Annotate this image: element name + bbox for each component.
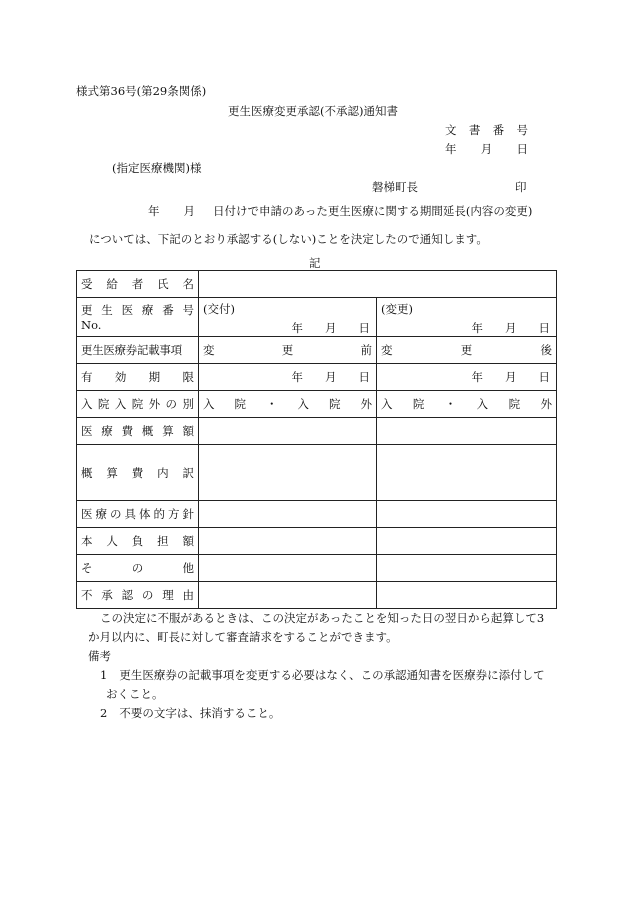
- label-char: 内: [157, 465, 169, 480]
- cost-total-after[interactable]: [377, 418, 557, 445]
- issuer: 磐梯町長: [372, 180, 418, 194]
- label-char: 医: [81, 424, 93, 438]
- label-char: 号: [182, 303, 194, 317]
- row-other: [77, 555, 557, 582]
- label-char: 針: [182, 507, 194, 521]
- remark-1-text: 更生医療券の記載事項を変更する必要はなく、この承認通知書を医療券に添付して: [119, 668, 545, 682]
- label-char: 具: [124, 507, 136, 521]
- issued-year: 年: [291, 321, 303, 335]
- entry-before: [199, 337, 377, 364]
- remark-2-text: 不要の文字は、抹消すること。: [119, 706, 281, 720]
- reason-after[interactable]: [377, 582, 557, 609]
- label-char: 担: [157, 534, 169, 548]
- label-char: 承: [101, 588, 113, 602]
- label-char: 方: [168, 507, 180, 521]
- document-title: 更生医療変更承認(不承認)通知書: [228, 104, 398, 118]
- changed-label: (変更): [381, 302, 413, 316]
- label-char: 算: [106, 465, 118, 480]
- form-number: 様式第36号(第29条関係): [76, 84, 207, 98]
- after-words: 変 更 後: [381, 343, 552, 357]
- label-char: 号: [516, 123, 528, 137]
- label-char: 他: [182, 561, 194, 575]
- other-before[interactable]: [199, 555, 377, 582]
- label-char: 体: [139, 507, 151, 521]
- self-pay-label: [77, 528, 199, 555]
- label-char: 期: [148, 370, 161, 384]
- label-char: 文: [445, 123, 457, 137]
- date-year: 年: [445, 142, 457, 156]
- other-label: [77, 555, 199, 582]
- label-char: 受: [81, 277, 93, 291]
- label-char: 番: [162, 303, 174, 317]
- label-char: 認: [121, 588, 134, 602]
- row-self-pay: [77, 528, 557, 555]
- label-char: 入: [114, 397, 127, 411]
- changed-month: 月: [505, 321, 517, 335]
- recipient-value[interactable]: [199, 271, 557, 298]
- validity-before[interactable]: 年 月 日: [199, 364, 377, 391]
- date-day: 日: [516, 142, 528, 156]
- label-char: 効: [114, 370, 127, 384]
- label-char: 給: [106, 277, 118, 291]
- remark-2-num: 2: [100, 706, 108, 720]
- issued-label: (交付): [203, 302, 235, 316]
- label-char: 別: [182, 397, 194, 411]
- label-char: 入: [81, 397, 93, 411]
- label-char: 院: [97, 397, 110, 411]
- number-label-no: No.: [81, 318, 102, 332]
- self-pay-after[interactable]: [377, 528, 557, 555]
- label-char: 概: [141, 424, 154, 438]
- row-admission: [77, 391, 557, 418]
- entry-after: [377, 337, 557, 364]
- label-char: 医: [121, 303, 134, 317]
- remark-1: [100, 666, 545, 685]
- issued-day: 日: [358, 321, 370, 335]
- label-char: 限: [182, 370, 194, 384]
- label-char: 院: [131, 397, 144, 411]
- admission-label: [77, 391, 199, 418]
- details-table: [76, 270, 557, 609]
- policy-after[interactable]: [377, 501, 557, 528]
- remark-2: [100, 704, 280, 723]
- admission-after[interactable]: 入 院 ・ 入 院 外: [377, 391, 557, 418]
- intro-month: 月: [183, 204, 195, 218]
- label-char: 額: [182, 534, 194, 548]
- label-char: 名: [182, 277, 194, 291]
- remarks-label: 備考: [88, 649, 111, 663]
- cost-breakdown-before[interactable]: [199, 445, 377, 501]
- validity-after[interactable]: 年 月 日: [377, 364, 557, 391]
- addressee: (指定医療機関)様: [112, 161, 202, 175]
- label-char: 有: [81, 370, 93, 384]
- row-number: [77, 298, 557, 337]
- number-changed-cell[interactable]: [377, 298, 557, 337]
- label-char: 不: [81, 588, 93, 602]
- label-char: 生: [101, 303, 113, 317]
- label-char: 番: [492, 123, 505, 137]
- recipient-label: [77, 271, 199, 298]
- intro-line-2: については、下記のとおり承認する(しない)ことを決定したので通知します。: [89, 232, 488, 246]
- label-char: 外: [148, 397, 161, 411]
- label-char: 医: [81, 507, 93, 521]
- before-words: 変 更 前: [203, 343, 372, 357]
- number-issued-cell[interactable]: [199, 298, 377, 337]
- entry-label: 更生医療券記載事項: [77, 337, 199, 364]
- label-char: の: [131, 561, 144, 575]
- label-char: 額: [182, 424, 194, 438]
- doc-number-label: [445, 122, 528, 138]
- label-char: 療: [95, 507, 107, 521]
- other-after[interactable]: [377, 555, 557, 582]
- date-month: 月: [480, 142, 493, 156]
- label-char: 費: [131, 465, 144, 480]
- label-char: 概: [81, 465, 93, 480]
- label-char: 理: [162, 588, 174, 602]
- remark-1-line-2: おくこと。: [106, 687, 164, 701]
- intro-text: 日付けで申請のあった更生医療に関する期間延長(内容の変更): [213, 204, 533, 218]
- label-char: 氏: [157, 277, 169, 291]
- seal-mark: 印: [515, 180, 527, 194]
- intro-line-1: [148, 203, 532, 219]
- label-char: の: [165, 397, 178, 411]
- changed-year: 年: [471, 321, 483, 335]
- label-char: 更: [81, 303, 93, 317]
- label-char: の: [141, 588, 154, 602]
- ki-heading: 記: [309, 256, 321, 270]
- admission-before[interactable]: 入 院 ・ 入 院 外: [199, 391, 377, 418]
- intro-year: 年: [148, 204, 160, 218]
- issue-date: [445, 141, 528, 157]
- changed-day: 日: [538, 321, 550, 335]
- row-validity: [77, 364, 557, 391]
- cost-breakdown-after[interactable]: [377, 445, 557, 501]
- label-char: 由: [182, 588, 194, 602]
- number-label: [77, 298, 199, 337]
- cost-total-before[interactable]: [199, 418, 377, 445]
- validity-label: [77, 364, 199, 391]
- reason-label: [77, 582, 199, 609]
- label-char: 人: [106, 534, 118, 548]
- cost-total-label: [77, 418, 199, 445]
- label-char: 療: [101, 424, 113, 438]
- issued-month: 月: [325, 321, 337, 335]
- label-char: 療: [141, 303, 154, 317]
- remark-1-num: 1: [100, 668, 108, 682]
- cost-breakdown-label: [77, 445, 199, 501]
- row-cost-breakdown: [77, 445, 557, 501]
- row-cost-total: [77, 418, 557, 445]
- row-reason: [77, 582, 557, 609]
- label-char: 費: [121, 424, 134, 438]
- label-char: 本: [81, 534, 93, 548]
- label-char: 書: [468, 123, 481, 137]
- row-policy: [77, 501, 557, 528]
- label-char: 的: [153, 507, 165, 521]
- appeal-line-1: この決定に不服があるときは、この決定があったことを知った日の翌日から起算して3: [100, 611, 545, 625]
- label-char: 算: [162, 424, 174, 438]
- self-pay-before[interactable]: [199, 528, 377, 555]
- label-char: 者: [131, 277, 144, 291]
- row-recipient: [77, 271, 557, 298]
- label-char: 負: [131, 534, 144, 548]
- appeal-line-2: か月以内に、町長に対して審査請求をすることができます。: [88, 630, 398, 644]
- label-char: 訳: [182, 465, 194, 480]
- policy-before[interactable]: [199, 501, 377, 528]
- reason-before[interactable]: [199, 582, 377, 609]
- policy-label: [77, 501, 199, 528]
- label-char: そ: [81, 561, 93, 575]
- row-entry: [77, 337, 557, 364]
- label-char: の: [110, 507, 122, 521]
